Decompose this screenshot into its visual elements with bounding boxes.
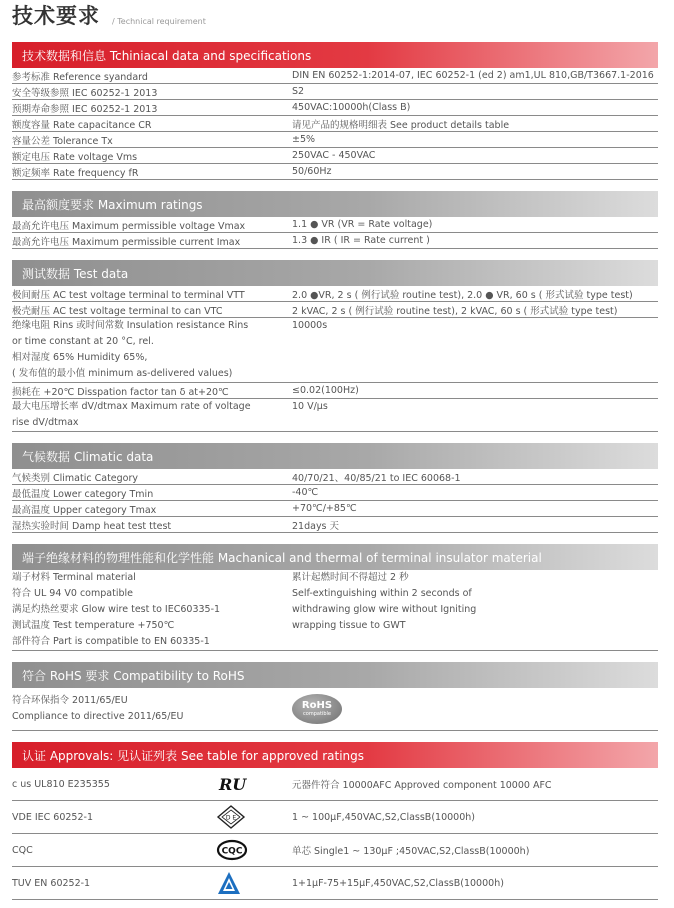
page-title: 技术要求 xyxy=(12,4,100,28)
row-label xyxy=(12,318,292,382)
table-row xyxy=(12,383,658,399)
row-value: ±5% xyxy=(292,134,316,145)
label-line: 部件符合 Part is compatible to EN 60335-1 xyxy=(12,636,210,647)
row-label: 额定频率 Rate frequency fR xyxy=(12,167,139,179)
row-value xyxy=(292,399,658,431)
row-label: 预期寿命参照 IEC 60252-1 2013 xyxy=(12,103,158,115)
label-line: or time constant at 20 °C, rel. xyxy=(12,336,154,347)
row-value: 单芯 Single1 ~ 130μF ;450VAC,S2,ClassB(10000h) xyxy=(292,846,530,857)
row-label xyxy=(12,399,292,431)
row-label: 损耗在 +20℃ Disspation factor tan δ at+20℃ xyxy=(12,386,229,398)
row-value: 1.3 ● IR ( IR = Rate current ) xyxy=(292,235,430,246)
svg-text:D E: D E xyxy=(225,814,237,822)
vde-icon xyxy=(212,805,292,829)
row-label: 最高温度 Upper category Tmax xyxy=(12,504,157,516)
tech-table xyxy=(12,68,658,180)
table-row xyxy=(12,501,658,517)
label-line: 符合 UL 94 V0 compatible xyxy=(12,588,133,599)
row-label: 最低温度 Lower category Tmin xyxy=(12,488,154,500)
row-label: 极间耐压 AC test voltage terminal to terminal VTT xyxy=(12,289,245,301)
row-value: 请见产品的规格明细表 See product details table xyxy=(292,119,510,131)
row-value: 450VAC:10000h(Class B) xyxy=(292,102,411,113)
table-row xyxy=(12,485,658,501)
row-value: S2 xyxy=(292,86,305,97)
table-row xyxy=(12,148,658,164)
rohs-logo-sub: compatible xyxy=(303,711,331,717)
table-row xyxy=(12,768,658,801)
label-line: 满足灼热丝要求 Glow wire test to IEC60335-1 xyxy=(12,604,221,615)
table-row xyxy=(12,867,658,900)
row-label: 最高允许电压 Maximum permissible voltage Vmax xyxy=(12,220,246,232)
row-value: 40/70/21、40/85/21 to IEC 60068-1 xyxy=(292,472,461,484)
section-heading-climatic: 气候数据 Climatic data xyxy=(12,443,658,469)
row-value: 2.0 ●VR, 2 s ( 例行试验 routine test), 2.0 ● VR, 60 s ( 形式试验 type test) xyxy=(292,289,633,301)
table-row xyxy=(12,688,658,731)
table-row xyxy=(12,517,658,533)
rohs-logo-text: RoHS xyxy=(301,700,333,711)
row-value: 1 ~ 100μF,450VAC,S2,ClassB(10000h) xyxy=(292,811,475,823)
label-line: 相对湿度 65% Humidity 65%, xyxy=(12,352,148,363)
row-label: VDE IEC 60252-1 xyxy=(12,811,93,823)
row-value: 1.1 ● VR (VR = Rate voltage) xyxy=(292,219,433,230)
table-row xyxy=(12,84,658,100)
row-label: 参考标准 Reference syandard xyxy=(12,71,148,83)
value-line: 累计起燃时间不得超过 2 秒 xyxy=(292,572,409,583)
spec-sheet xyxy=(12,0,658,900)
page-subtitle: / Technical requirement xyxy=(112,17,206,26)
row-value: -40℃ xyxy=(292,487,319,498)
label-line: 绝缘电阻 Rins 或时间常数 Insulation resistance Rins xyxy=(12,320,249,331)
value-line: wrapping tissue to GWT xyxy=(292,620,406,631)
section-heading-max: 最高额度要求 Maximum ratings xyxy=(12,191,658,217)
row-label xyxy=(12,570,292,650)
row-value: 250VAC - 450VAC xyxy=(292,150,376,161)
section-heading-test: 测试数据 Test data xyxy=(12,260,658,286)
row-label: c us UL810 E235355 xyxy=(12,778,110,790)
table-row xyxy=(12,164,658,180)
section-heading-approvals: 认证 Approvals: 见认证列表 See table for approved ratings xyxy=(12,742,658,768)
table-row xyxy=(12,233,658,249)
table-row xyxy=(12,834,658,867)
row-value xyxy=(292,570,658,650)
table-row xyxy=(12,286,658,302)
row-label: 容量公差 Tolerance Tx xyxy=(12,135,113,147)
section-heading-terminal: 端子绝缘材料的物理性能和化学性能 Machanical and thermal of terminal insulator material xyxy=(12,544,658,570)
value-line: Self-extinguishing within 2 seconds of xyxy=(292,588,472,599)
row-value: +70℃/+85℃ xyxy=(292,503,357,514)
value-line: withdrawing glow wire without Igniting xyxy=(292,604,477,615)
row-value: 1+1μF-75+15μF,450VAC,S2,ClassB(10000h) xyxy=(292,877,504,889)
table-row xyxy=(12,469,658,485)
row-label xyxy=(12,693,292,725)
row-label: CQC xyxy=(12,844,33,856)
ul-icon xyxy=(212,773,292,795)
label-line: rise dV/dtmax xyxy=(12,417,79,428)
row-label: 额度容量 Rate capacitance CR xyxy=(12,119,152,131)
row-value: 50/60Hz xyxy=(292,166,332,177)
title-row xyxy=(12,0,658,36)
rohs-logo-icon xyxy=(292,694,342,724)
row-label: 气候类别 Climatic Category xyxy=(12,472,139,484)
label-line: 端子材料 Terminal material xyxy=(12,572,136,583)
row-label: TUV EN 60252-1 xyxy=(12,877,91,889)
value-line: 10000s xyxy=(292,320,328,331)
row-label: 额定电压 Rate voltage Vms xyxy=(12,151,138,163)
row-value: DIN EN 60252-1:2014-07, IEC 60252-1 (ed 2) am1,UL 810,GB/T3667.1-2016 xyxy=(292,70,654,81)
svg-text:RU: RU xyxy=(219,775,247,794)
label-line: 最大电压增长率 dV/dtmax Maximum rate of voltage xyxy=(12,401,251,412)
table-row xyxy=(12,302,658,318)
table-row xyxy=(12,132,658,148)
row-value: 元器件符合 10000AFC Approved component 10000 AFC xyxy=(292,780,552,791)
section-heading-rohs: 符合 RoHS 要求 Compatibility to RoHS xyxy=(12,662,658,688)
row-label: 最高允许电压 Maximum permissible current Imax xyxy=(12,236,241,248)
table-row xyxy=(12,318,658,383)
label-line: Compliance to directive 2011/65/EU xyxy=(12,711,184,722)
table-row xyxy=(12,100,658,116)
row-value: 2 kVAC, 2 s ( 例行试验 routine test), 2 kVAC, 60 s ( 形式试验 type test) xyxy=(292,305,618,317)
table-row xyxy=(12,116,658,132)
section-heading-tech: 技术数据和信息 Tchiniacal data and specifications xyxy=(12,42,658,68)
table-row xyxy=(12,68,658,84)
row-label: 极壳耐压 AC test voltage terminal to can VTC xyxy=(12,305,223,317)
row-label: 安全等级参照 IEC 60252-1 2013 xyxy=(12,87,158,99)
row-label: 湿热实验时间 Damp heat test ttest xyxy=(12,520,172,532)
cqc-icon xyxy=(212,840,292,860)
label-line: ( 发布值的最小值 minimum as-delivered values) xyxy=(12,368,233,379)
row-value: 21days 天 xyxy=(292,520,340,532)
row-value xyxy=(292,318,658,382)
label-line: 测试温度 Test temperature +750℃ xyxy=(12,620,175,631)
label-line: 符合环保指令 2011/65/EU xyxy=(12,695,128,706)
row-value: ≤0.02(100Hz) xyxy=(292,385,359,396)
tuv-icon xyxy=(212,871,292,895)
table-row xyxy=(12,570,658,651)
table-row xyxy=(12,801,658,834)
value-line: 10 V/μs xyxy=(292,401,328,412)
svg-text:CQC: CQC xyxy=(221,846,243,857)
table-row xyxy=(12,217,658,233)
table-row xyxy=(12,399,658,432)
